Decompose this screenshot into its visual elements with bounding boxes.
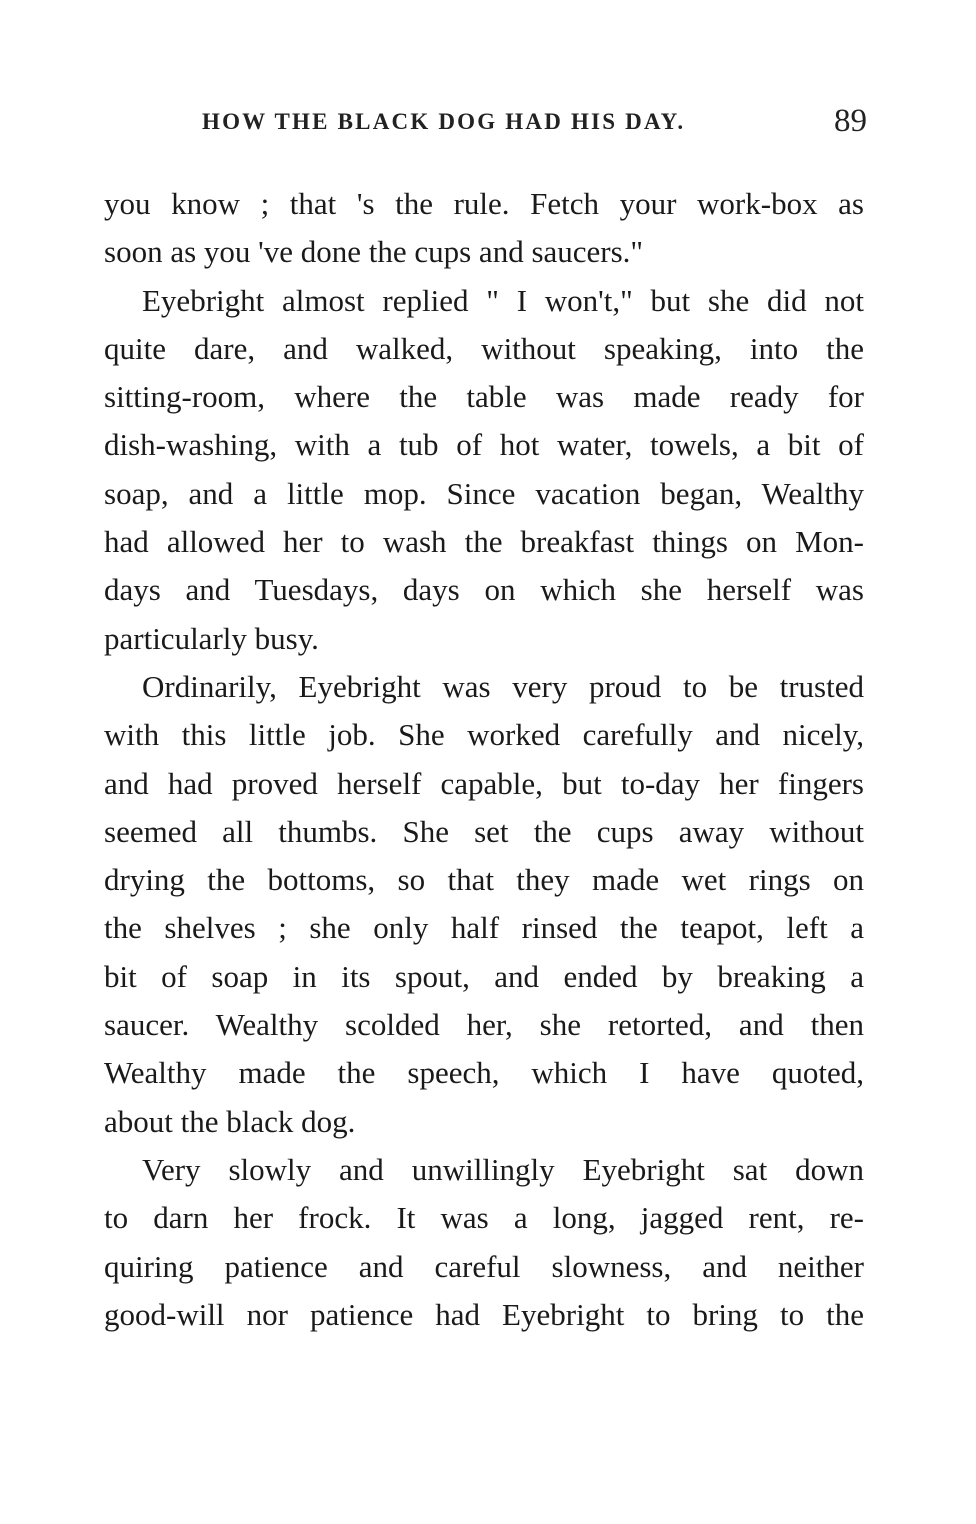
text-line: sitting-room, where the table was made ready for xyxy=(104,379,864,415)
text-line: Eyebright almost replied " I won't," but she did not xyxy=(142,282,864,318)
text-line: with this little job. She worked carefully and nicely, xyxy=(104,717,864,753)
page-number: 89 xyxy=(834,103,867,139)
text-line: Ordinarily, Eyebright was very proud to be trusted xyxy=(142,668,864,704)
text-line: quiring patience and careful slowness, and neither xyxy=(104,1248,864,1284)
text-line: particularly busy. xyxy=(104,620,319,656)
running-title: HOW THE BLACK DOG HAD HIS DAY. xyxy=(202,109,686,134)
text-line: soap, and a little mop. Since vacation began, Wealthy xyxy=(104,475,864,511)
text-line: quite dare, and walked, without speaking, into the xyxy=(104,330,864,366)
text-line: Wealthy made the speech, which I have quoted, xyxy=(104,1055,864,1091)
text-line: you know ; that 's the rule. Fetch your work-box as xyxy=(104,186,864,221)
text-line: soon as you 've done the cups and saucers." xyxy=(104,234,644,270)
text-line: to darn her frock. It was a long, jagged rent, re- xyxy=(104,1200,864,1236)
text-line: had allowed her to wash the breakfast things on Mon- xyxy=(104,524,864,560)
text-line: days and Tuesdays, days on which she herself was xyxy=(104,572,864,608)
text-line: bit of soap in its spout, and ended by breaking a xyxy=(104,958,864,994)
text-line: drying the bottoms, so that they made wet rings on xyxy=(104,862,864,898)
text-line: Very slowly and unwillingly Eyebright sat down xyxy=(142,1151,864,1187)
text-line: about the black dog. xyxy=(104,1103,356,1139)
running-head xyxy=(104,103,867,143)
text-line: and had proved herself capable, but to-day her fingers xyxy=(104,765,864,801)
text-line: the shelves ; she only half rinsed the teapot, left a xyxy=(104,910,864,946)
text-line: good-will nor patience had Eyebright to bring to the xyxy=(104,1296,864,1332)
body-text xyxy=(104,180,864,1339)
text-line: seemed all thumbs. She set the cups away without xyxy=(104,813,864,849)
text-line: dish-washing, with a tub of hot water, towels, a bit of xyxy=(104,427,864,463)
text-line: saucer. Wealthy scolded her, she retorted, and then xyxy=(104,1007,864,1043)
